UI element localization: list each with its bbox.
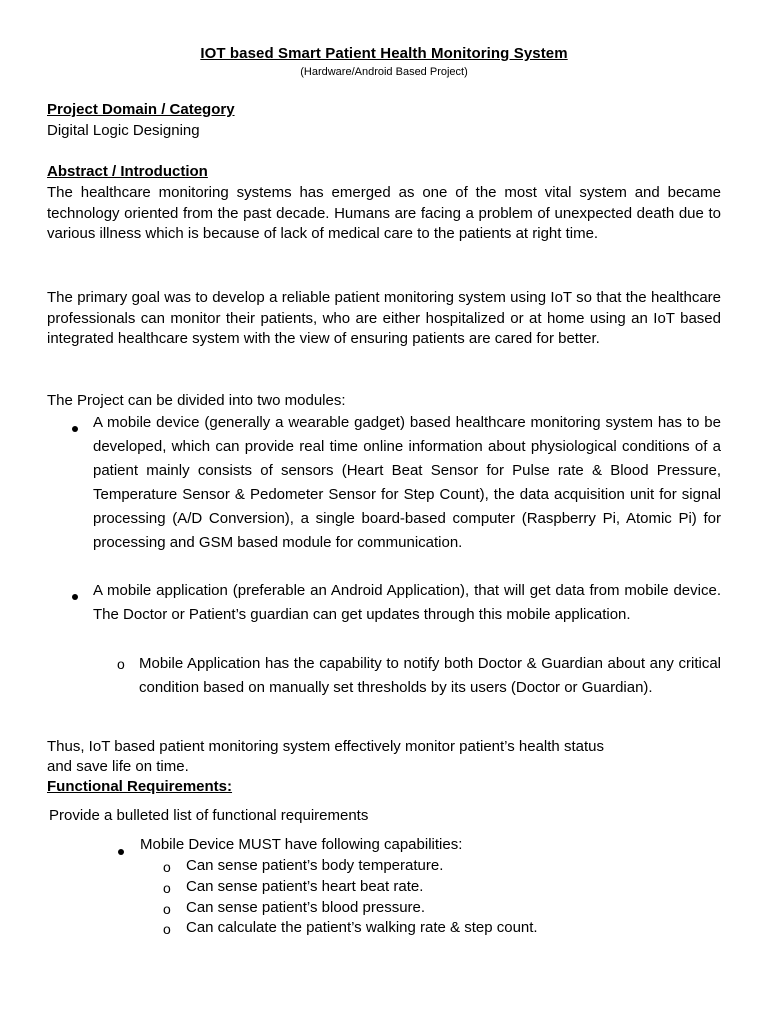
list-item: Can sense patient’s heart beat rate.	[186, 878, 424, 895]
module-bullet-2: A mobile application (preferable an Android Application), that will get data from mobile device. The Doctor or Patient’s guardian can get updates through this mobile application.	[93, 582, 721, 623]
list-item: Can calculate the patient’s walking rate & step count.	[186, 919, 538, 936]
document-title: IOT based Smart Patient Health Monitoring System	[200, 45, 568, 62]
sub-bullet-marker: o	[163, 859, 171, 875]
document-subtitle: (Hardware/Android Based Project)	[300, 66, 468, 78]
functional-bullet: Mobile Device MUST have following capabilities:	[140, 836, 463, 853]
module-bullet-1: A mobile device (generally a wearable gadget) based healthcare monitoring system has to be developed, which can provide real time online information about physiological conditions of a patient mainly consists of sensors (Heart Beat Sensor for Pulse rate & Blood Pressure, Temperature Sensor & Pedometer Sensor for Step Count), the data acquisition unit for signal processing (A/D Conversion), a single board-based computer (Raspberry Pi, Atomic Pi) for processing and GSM based module for communication.	[93, 414, 721, 551]
domain-heading: Project Domain / Category	[47, 101, 235, 118]
sub-bullet-marker: o	[163, 921, 171, 937]
abstract-paragraph-2: The primary goal was to develop a reliable patient monitoring system using IoT so that the healthcare professionals can monitor their patients, who are either hospitalized or at home using an IoT based integrated healthcare system with the view of ensuring patients are cared for better.	[47, 289, 721, 347]
abstract-heading: Abstract / Introduction	[47, 163, 208, 180]
bullet-marker	[72, 419, 78, 436]
functional-heading: Functional Requirements:	[47, 778, 233, 795]
domain-value: Digital Logic Designing	[47, 122, 200, 139]
abstract-paragraph-1: The healthcare monitoring systems has emerged as one of the most vital system and became technology oriented from the past decade. Humans are facing a problem of unexpected death due to various illness which is because of lack of medical care to the patients at right time.	[47, 184, 721, 242]
list-item: Can sense patient’s body temperature.	[186, 857, 444, 874]
conclusion-line-2: and save life on time.	[47, 758, 189, 775]
functional-intro: Provide a bulleted list of functional requirements	[49, 807, 369, 824]
module-sub-bullet: Mobile Application has the capability to notify both Doctor & Guardian about any critical condition based on manually set thresholds by its users (Doctor or Guardian).	[139, 655, 721, 696]
sub-bullet-marker: o	[163, 880, 171, 896]
list-item: Can sense patient’s blood pressure.	[186, 899, 426, 916]
sub-bullet-marker: o	[117, 656, 125, 672]
bullet-marker	[118, 842, 124, 859]
modules-intro: The Project can be divided into two modules:	[47, 392, 346, 409]
conclusion-line-1: Thus, IoT based patient monitoring system effectively monitor patient’s health status	[47, 738, 604, 755]
bullet-marker	[72, 587, 78, 604]
sub-bullet-marker: o	[163, 901, 171, 917]
